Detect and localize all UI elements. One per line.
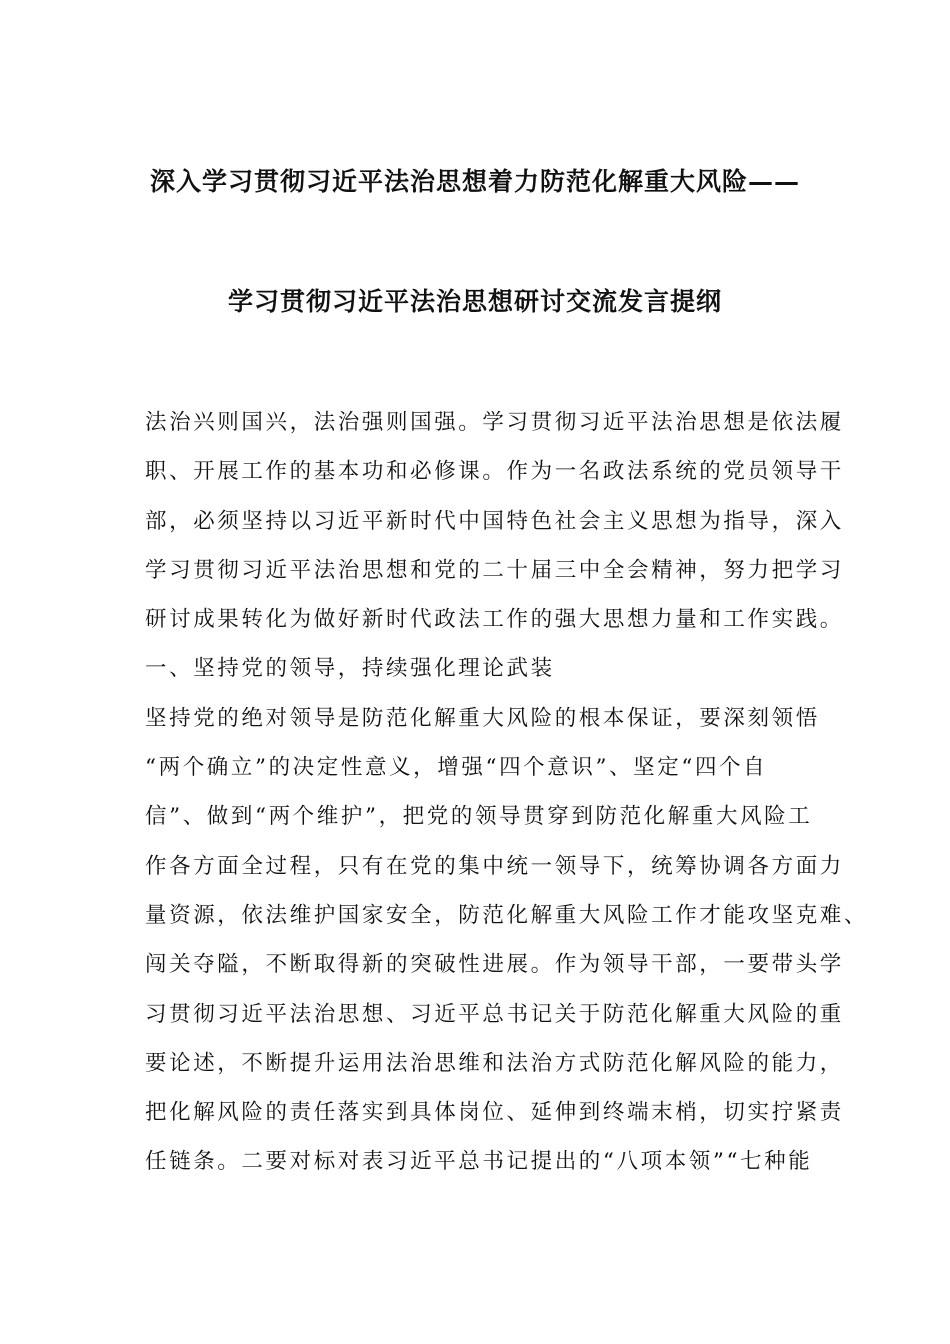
- body-line: 作各方面全过程，只有在党的集中统一领导下，统筹协调各方面力: [145, 853, 844, 879]
- body-line: 任链条。二要对标对表习近平总书记提出的“八项本领”“七种能: [145, 1149, 813, 1175]
- body-line: “两个确立”的决定性意义，增强“四个意识”、坚定“四个自: [145, 755, 768, 781]
- body-line: 量资源，依法维护国家安全，防范化解重大风险工作才能攻坚克难、: [145, 902, 869, 928]
- document-body: [145, 398, 869, 1187]
- body-line: 信”、做到“两个维护”，把党的领导贯穿到防范化解重大风险工: [145, 804, 813, 830]
- body-line: 闯关夺隘，不断取得新的突破性进展。作为领导干部，一要带头学: [145, 952, 844, 978]
- body-line: 学习贯彻习近平法治思想和党的二十届三中全会精神，努力把学习: [145, 557, 844, 583]
- body-line: 部，必须坚持以习近平新时代中国特色社会主义思想为指导，深入: [145, 508, 844, 534]
- body-line: 坚持党的绝对领导是防范化解重大风险的根本保证，要深刻领悟: [145, 705, 820, 731]
- document-title-line-2: 学习贯彻习近平法治思想研讨交流发言提纲: [227, 287, 722, 316]
- body-line: 要论述，不断提升运用法治思维和法治方式防范化解风险的能力，: [145, 1050, 844, 1076]
- section-heading: 一、坚持党的领导，持续强化理论武装: [145, 656, 555, 682]
- body-line: 研讨成果转化为做好新时代政法工作的强大思想力量和工作实践。: [145, 607, 844, 633]
- body-line: 法治兴则国兴，法治强则国强。学习贯彻习近平法治思想是依法履: [145, 410, 844, 435]
- body-line: 把化解风险的责任落实到具体岗位、延伸到终端末梢，切实拧紧责: [145, 1100, 844, 1126]
- body-line: 职、开展工作的基本功和必修课。作为一名政法系统的党员领导干: [145, 459, 844, 485]
- document-title-line-1: 深入学习贯彻习近平法治思想着力防范化解重大风险——: [149, 167, 800, 196]
- body-line: 习贯彻习近平法治思想、习近平总书记关于防范化解重大风险的重: [145, 1001, 844, 1027]
